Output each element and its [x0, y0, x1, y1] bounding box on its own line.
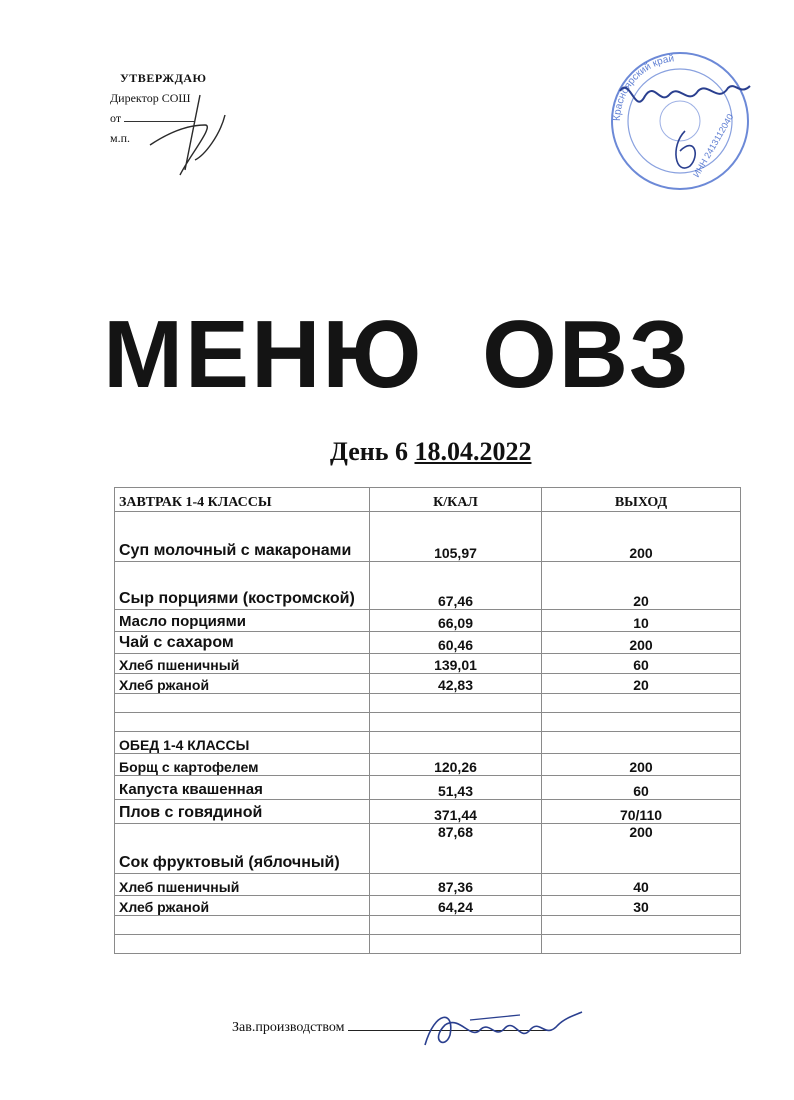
dish-output: 70/110: [542, 800, 741, 824]
empty-cell: [370, 694, 542, 713]
table-row-empty: [115, 694, 741, 713]
empty-cell: [115, 935, 370, 954]
dish-output: 200: [542, 824, 741, 874]
table-row: [115, 632, 741, 654]
dish-kcal: 371,44: [370, 800, 542, 824]
table-row: [115, 674, 741, 694]
table-row: [115, 562, 741, 610]
dish-output: 20: [542, 562, 741, 610]
table-row: [115, 874, 741, 896]
empty-cell: [370, 935, 542, 954]
empty-cell: [115, 694, 370, 713]
table-header-row: [115, 488, 741, 512]
empty-cell: [542, 713, 741, 732]
empty-cell: [542, 694, 741, 713]
dish-name: Суп молочный с макаронами: [115, 512, 370, 562]
footer-label: Зав.производством: [232, 1020, 345, 1035]
dish-output: 200: [542, 512, 741, 562]
page-title: МЕНЮ ОВЗ: [103, 301, 691, 408]
header-section: ЗАВТРАК 1-4 КЛАССЫ: [115, 488, 370, 512]
dish-output: 60: [542, 776, 741, 800]
header-output: ВЫХОД: [542, 488, 741, 512]
lunch-section-label: ОБЕД 1-4 КЛАССЫ: [115, 732, 370, 754]
dish-output: 200: [542, 632, 741, 654]
dish-kcal: 51,43: [370, 776, 542, 800]
dish-kcal: 67,46: [370, 562, 542, 610]
empty-cell: [542, 916, 741, 935]
table-row: [115, 776, 741, 800]
table-row: [115, 754, 741, 776]
dish-kcal: 64,24: [370, 896, 542, 916]
dish-kcal: 120,26: [370, 754, 542, 776]
dish-output: 60: [542, 654, 741, 674]
header-kcal: К/КАЛ: [370, 488, 542, 512]
dish-name: Хлеб пшеничный: [115, 654, 370, 674]
dish-name: Чай с сахаром: [115, 632, 370, 654]
empty-cell: [115, 916, 370, 935]
dish-name: Хлеб ржаной: [115, 674, 370, 694]
day-heading: [330, 437, 531, 467]
dish-name: Плов с говядиной: [115, 800, 370, 824]
dish-name: Хлеб пшеничный: [115, 874, 370, 896]
dish-kcal: 42,83: [370, 674, 542, 694]
empty-cell: [542, 935, 741, 954]
lunch-section-row: [115, 732, 741, 754]
empty-cell: [370, 916, 542, 935]
approval-signature-icon: [145, 75, 245, 185]
seal-stamp-icon: [600, 36, 760, 206]
dish-kcal: 87,68: [370, 824, 542, 874]
dish-kcal: 139,01: [370, 654, 542, 674]
dish-output: 30: [542, 896, 741, 916]
table-row: [115, 610, 741, 632]
table-row: [115, 824, 741, 874]
table-row: [115, 512, 741, 562]
dish-name: Сок фруктовый (яблочный): [115, 824, 370, 874]
seal-inn: ИНН 2413112040: [691, 112, 736, 179]
table-row-empty: [115, 916, 741, 935]
approval-date-label: от: [110, 111, 122, 125]
empty-cell: [115, 713, 370, 732]
menu-table: [114, 487, 741, 954]
dish-kcal: 66,09: [370, 610, 542, 632]
dish-name: Хлеб ржаной: [115, 896, 370, 916]
dish-name: Масло порциями: [115, 610, 370, 632]
dish-kcal: 60,46: [370, 632, 542, 654]
table-row-empty: [115, 935, 741, 954]
dish-name: Капуста квашенная: [115, 776, 370, 800]
table-row: [115, 654, 741, 674]
day-label: День 6: [330, 437, 408, 466]
dish-output: 40: [542, 874, 741, 896]
empty-cell: [542, 732, 741, 754]
table-row-empty: [115, 713, 741, 732]
dish-output: 10: [542, 610, 741, 632]
table-row: [115, 896, 741, 916]
dish-kcal: 105,97: [370, 512, 542, 562]
day-date: 18.04.2022: [414, 437, 532, 466]
approval-director: Директор СОШ: [110, 91, 191, 105]
empty-cell: [370, 732, 542, 754]
dish-name: Борщ с картофелем: [115, 754, 370, 776]
dish-kcal: 87,36: [370, 874, 542, 896]
dish-output: 20: [542, 674, 741, 694]
seal-text: Красноярский край: [611, 53, 675, 122]
table-row: [115, 800, 741, 824]
production-signature-icon: [410, 1000, 590, 1060]
approval-title: УТВЕРЖДАЮ: [120, 71, 207, 85]
dish-output: 200: [542, 754, 741, 776]
empty-cell: [370, 713, 542, 732]
dish-name: Сыр порциями (костромской): [115, 562, 370, 610]
approval-stamp-label: м.п.: [110, 131, 131, 145]
